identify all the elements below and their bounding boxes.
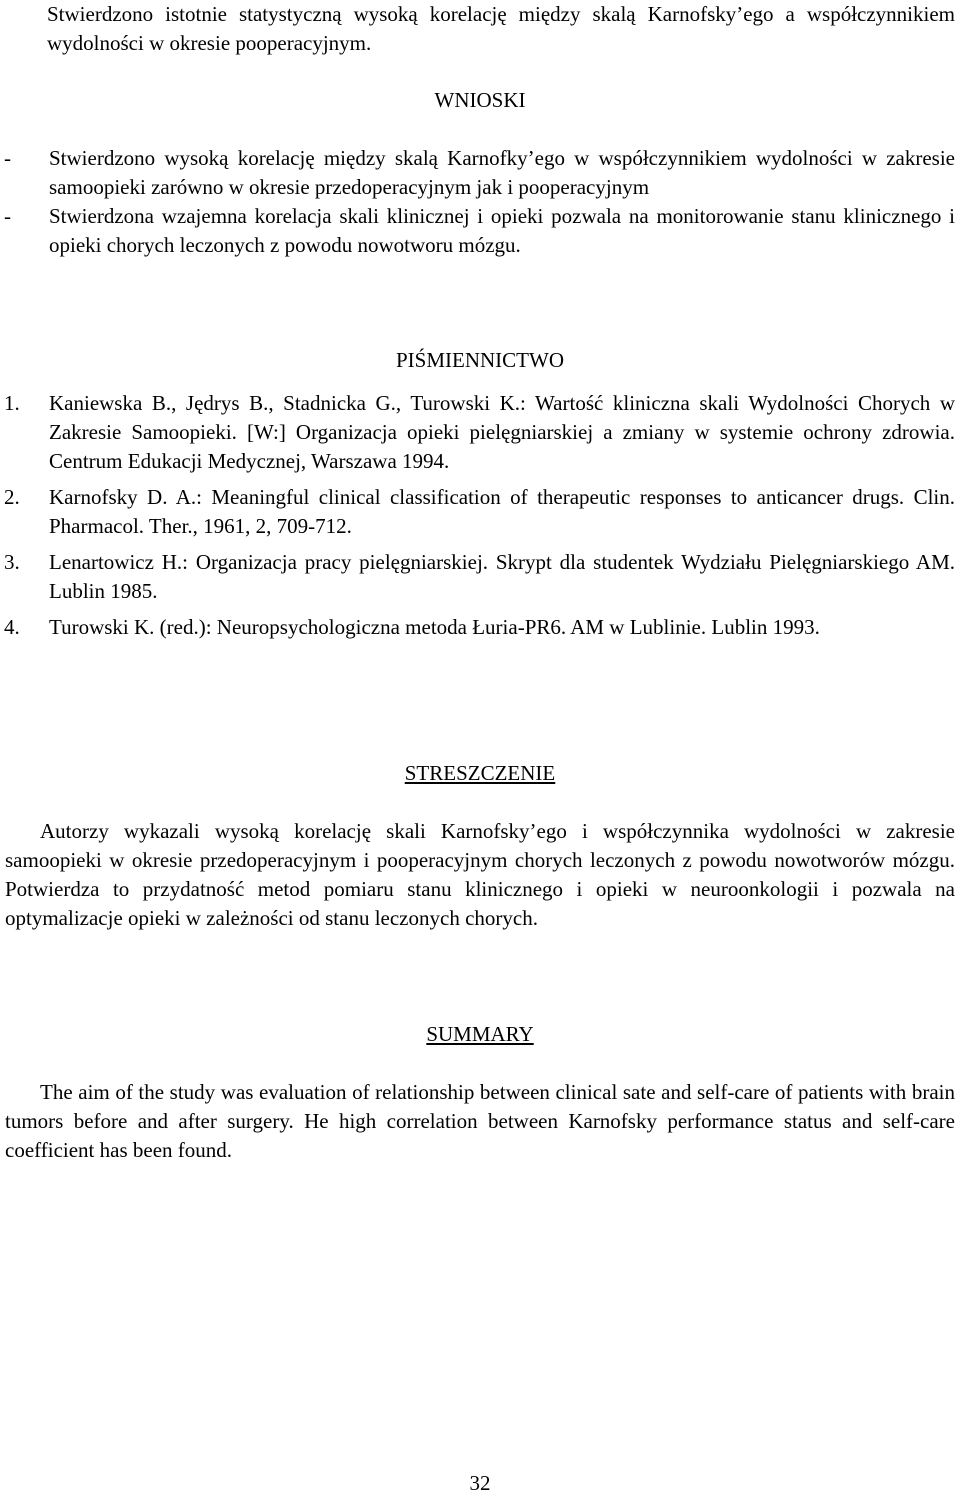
conclusion-item bbox=[4, 202, 955, 260]
summary-heading: SUMMARY bbox=[426, 1022, 534, 1046]
summary-paragraph: The aim of the study was evaluation of relationship between clinical sate and self-care of patients with brain tumors before and after surgery. He high correlation between Karnofsky performance status and self-care coefficient has been found. bbox=[5, 1080, 955, 1162]
conclusion-text: Stwierdzono wysoką korelację między skalą Karnofky’ego w współczynnikiem wydolności w zakresie samoopieki zarówno w okresie przedoperacyjnym jak i pooperacyjnym bbox=[49, 146, 955, 199]
page-number: 32 bbox=[469, 1471, 491, 1495]
conclusion-text: Stwierdzona wzajemna korelacja skali klinicznej i opieki pozwala na monitorowanie stanu klinicznego i opieki chorych leczonych z powodu nowotworu mózgu. bbox=[49, 204, 955, 257]
reference-item bbox=[4, 389, 955, 476]
reference-number: 1. bbox=[4, 391, 20, 415]
reference-text: Lenartowicz H.: Organizacja pracy pielęgniarskiej. Skrypt dla studentek Wydziału Pielęgniarskiego AM. Lublin 1985. bbox=[49, 550, 955, 603]
intro-paragraph: Stwierdzono istotnie statystyczną wysoką korelację między skalą Karnofsky’ego a współczynnikiem wydolności w okresie pooperacyjnym. bbox=[47, 2, 955, 55]
reference-item bbox=[4, 483, 955, 541]
list-dash: - bbox=[4, 204, 11, 228]
conclusion-item bbox=[4, 144, 955, 202]
reference-number: 4. bbox=[4, 615, 20, 639]
reference-number: 3. bbox=[4, 550, 20, 574]
conclusions-list bbox=[4, 144, 955, 260]
conclusions-heading: WNIOSKI bbox=[434, 88, 526, 112]
reference-item bbox=[4, 548, 955, 606]
references-heading: PIŚMIENNICTWO bbox=[396, 348, 564, 372]
reference-number: 2. bbox=[4, 485, 20, 509]
streszczenie-paragraph: Autorzy wykazali wysoką korelację skali Karnofsky’ego i współczynnika wydolności w zakresie samoopieki w okresie przedoperacyjnym i pooperacyjnym chorych leczonych z powodu nowotworów mózgu. Potwierdza to przydatność metod pomiaru stanu klinicznego i opieki w neuroonkologii i pozwala na optymalizacje opieki w zależności od stanu leczonych chorych. bbox=[5, 819, 955, 930]
reference-item bbox=[4, 613, 955, 642]
list-dash: - bbox=[4, 146, 11, 170]
references-list bbox=[4, 389, 955, 642]
reference-text: Turowski K. (red.): Neuropsychologiczna metoda Łuria-PR6. AM w Lublinie. Lublin 1993. bbox=[49, 615, 820, 639]
streszczenie-heading: STRESZCZENIE bbox=[404, 761, 556, 785]
reference-text: Kaniewska B., Jędrys B., Stadnicka G., Turowski K.: Wartość kliniczna skali Wydolności Chorych w Zakresie Samoopieki. [W:] Organizacja opieki pielęgniarskiej a zmiany w systemie ochrony zdrowia. Centrum Edukacji Medycznej, Warszawa 1994. bbox=[49, 391, 955, 473]
reference-text: Karnofsky D. A.: Meaningful clinical classification of therapeutic responses to anticancer drugs. Clin. Pharmacol. Ther., 1961, 2, 709-712. bbox=[49, 485, 955, 538]
